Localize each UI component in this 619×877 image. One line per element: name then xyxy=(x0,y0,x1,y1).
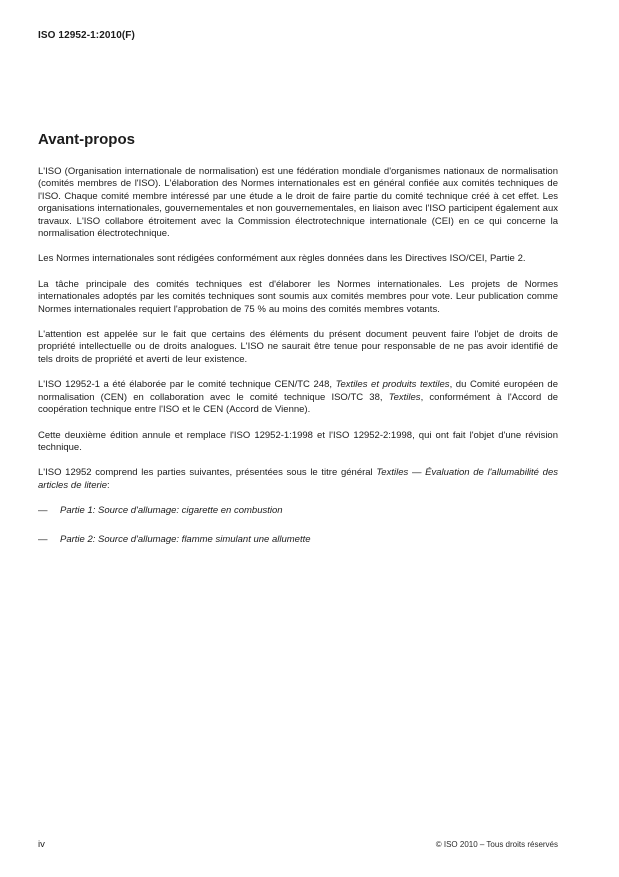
paragraph-deuxieme-edition: Cette deuxième édition annule et remplace l'ISO 12952-1:1998 et l'ISO 12952-2:1998, qui ont fait l'objet d'une révision technique. xyxy=(38,429,558,453)
list-item-part-2 xyxy=(38,534,558,546)
copyright-notice: © ISO 2010 – Tous droits réservés xyxy=(435,840,558,849)
paragraph-directives: Les Normes internationales sont rédigées conformément aux règles données dans les Directives ISO/CEI, Partie 2. xyxy=(38,253,526,265)
section-title: Avant-propos xyxy=(38,131,135,148)
document-reference: ISO 12952-1:2010(F) xyxy=(38,30,135,41)
paragraph-comites-vote: La tâche principale des comités techniques est d'élaborer les Normes internationales. Les projets de Normes internationales adoptés par les comités techniques sont soumis aux comités membres pour vote. Leur publication comme Normes internationales requiert l'approbation de 75 % au moins des comités membres votants. xyxy=(38,278,558,315)
paragraph-iso-federation: L'ISO (Organisation internationale de normalisation) est une fédération mondiale d'organismes nationaux de normalisation (comités membres de l'ISO). L'élaboration des Normes internationales est en général confiée aux comités techniques de l'ISO. Chaque comité membre intéressé par une étude a le droit de faire partie du comité technique créé à cet effet. Les organisations internationales, gouvernementales et non gouvernementales, en liaison avec l'ISO participent également aux travaux. L'ISO collabore étroitement avec la Commission électrotechnique internationale (CEI) en ce qui concerne la normalisation électrotechnique. xyxy=(38,166,558,240)
list-item-text: Partie 1: Source d'allumage: cigarette en combustion xyxy=(60,505,283,517)
page-content xyxy=(38,0,558,562)
running-header xyxy=(38,30,558,41)
page-footer xyxy=(38,839,558,850)
paragraph-comite-technique: L'ISO 12952-1 a été élaborée par le comité technique CEN/TC 248, Textiles et produits textiles, du Comité européen de normalisation (CEN) en collaboration avec le comité technique ISO/TC 38, Textiles, conformément à l'Accord de coopération technique entre l'ISO et le CEN (Accord de Vienne). xyxy=(38,379,559,416)
paragraph-propriete-intellectuelle: L'attention est appelée sur le fait que certains des éléments du présent document peuvent faire l'objet de droits de propriété intellectuelle ou de droits analogues. L'ISO ne saurait être tenue pour responsable de ne pas avoir identifié de tels droits de propriété et averti de leur existence. xyxy=(38,329,558,365)
dash-marker: — xyxy=(38,533,48,545)
paragraph-parties-intro: L'ISO 12952 comprend les parties suivantes, présentées sous le titre général Textiles — Évaluation de l'allumabilité des articles de literie: xyxy=(38,467,558,491)
parts-list xyxy=(38,505,558,546)
list-item-text: Partie 2: Source d'allumage: flamme simulant une allumette xyxy=(60,533,311,545)
dash-marker: — xyxy=(38,505,48,517)
list-item-part-1 xyxy=(38,505,558,517)
page-number: iv xyxy=(38,839,45,850)
